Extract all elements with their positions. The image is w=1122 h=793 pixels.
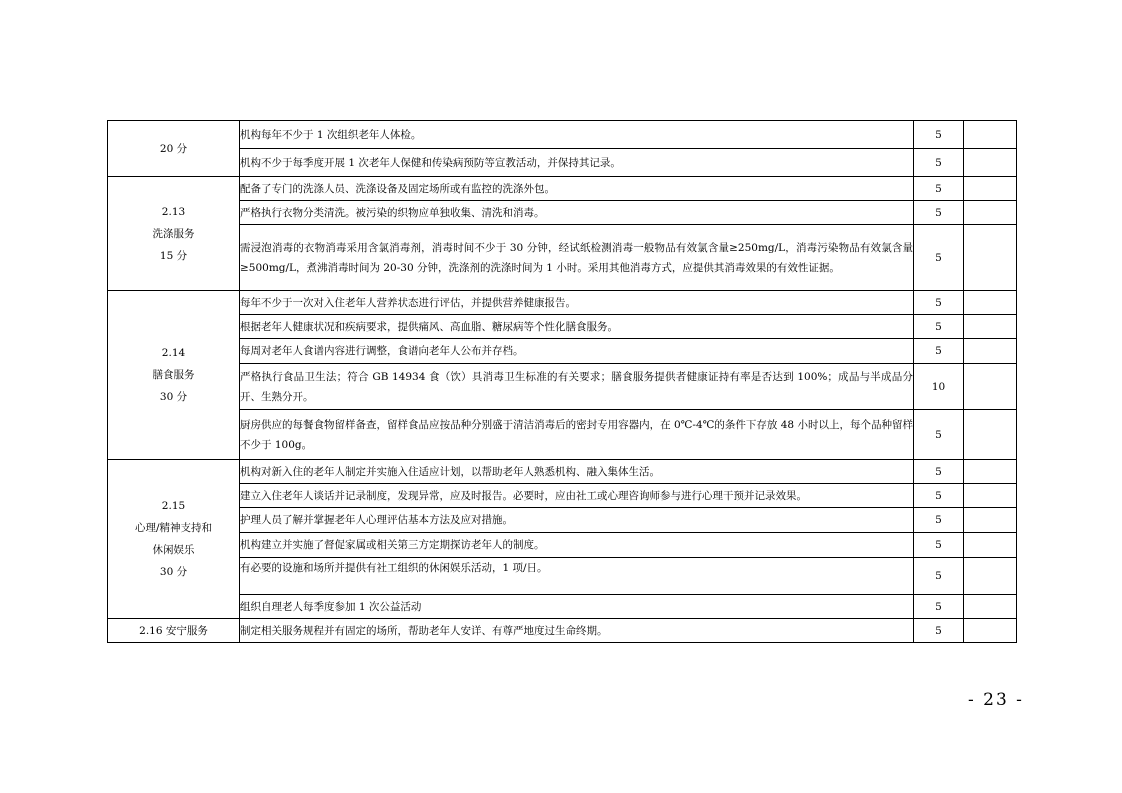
remarks-cell (964, 533, 1017, 558)
category-title-cont: 休闲娱乐 (152, 544, 195, 556)
score-cell: 5 (914, 508, 964, 533)
requirement-cell: 配备了专门的洗涤人员、洗涤设备及固定场所或有监控的洗涤外包。 (240, 177, 914, 201)
category-score: 15 分 (159, 249, 188, 262)
score-cell: 5 (914, 315, 964, 339)
score-cell: 5 (914, 177, 964, 201)
requirement-cell: 机构对新入住的老年人制定并实施入住适应计划，以帮助老年人熟悉机构、融入集体生活。 (240, 460, 914, 484)
table-row (108, 177, 1017, 201)
category-cell (108, 619, 240, 643)
table-row (108, 595, 1017, 619)
category-cell (108, 121, 240, 177)
requirement-cell: 制定相关服务规程并有固定的场所，帮助老年人安详、有尊严地度过生命终期。 (240, 619, 914, 643)
category-title: 洗涤服务 (152, 227, 195, 240)
table-row (108, 460, 1017, 484)
remarks-cell (964, 595, 1017, 619)
table-row (108, 410, 1017, 460)
score-cell: 5 (914, 225, 964, 291)
category-score: 20 分 (159, 142, 188, 155)
score-cell: 5 (914, 558, 964, 595)
requirement-cell: 机构建立并实施了督促家属或相关第三方定期探访老年人的制度。 (240, 533, 914, 558)
remarks-cell (964, 410, 1017, 460)
remarks-cell (964, 149, 1017, 177)
requirement-cell: 机构不少于每季度开展 1 次老年人保健和传染病预防等宣教活动，并保持其记录。 (240, 149, 914, 177)
category-title: 2.16 安宁服务 (139, 624, 208, 637)
score-cell: 5 (914, 410, 964, 460)
requirement-cell: 根据老年人健康状况和疾病要求，提供痛风、高血脂、糖尿病等个性化膳食服务。 (240, 315, 914, 339)
requirement-cell: 每年不少于一次对入住老年人营养状态进行评估，并提供营养健康报告。 (240, 291, 914, 315)
remarks-cell (964, 291, 1017, 315)
table-row (108, 364, 1017, 410)
remarks-cell (964, 339, 1017, 364)
category-number: 2.14 (161, 347, 186, 359)
remarks-cell (964, 121, 1017, 149)
table-row (108, 508, 1017, 533)
remarks-cell (964, 460, 1017, 484)
table-row (108, 201, 1017, 225)
requirement-cell: 护理人员了解并掌握老年人心理评估基本方法及应对措施。 (240, 508, 914, 533)
table-row (108, 619, 1017, 643)
category-score: 30 分 (159, 566, 188, 578)
category-cell (108, 177, 240, 291)
requirement-cell: 机构每年不少于 1 次组织老年人体检。 (240, 121, 914, 149)
page-number: - 23 - (968, 690, 1024, 710)
remarks-cell (964, 201, 1017, 225)
score-cell: 5 (914, 291, 964, 315)
requirement-cell: 有必要的设施和场所并提供有社工组织的休闲娱乐活动，1 项/日。 (240, 558, 914, 595)
score-cell: 10 (914, 364, 964, 410)
requirement-cell: 严格执行食品卫生法；符合 GB 14934 食（饮）具消毒卫生标准的有关要求；膳食服务提供者健康证持有率是否达到 100%；成品与半成品分开、生熟分开。 (240, 364, 914, 410)
requirement-cell: 每周对老年人食谱内容进行调整，食谱向老年人公布并存档。 (240, 339, 914, 364)
remarks-cell (964, 315, 1017, 339)
table-row (108, 291, 1017, 315)
score-cell: 5 (914, 201, 964, 225)
category-cell (108, 291, 240, 460)
score-cell: 5 (914, 460, 964, 484)
remarks-cell (964, 508, 1017, 533)
score-cell: 5 (914, 595, 964, 619)
score-cell: 5 (914, 619, 964, 643)
table-row (108, 315, 1017, 339)
category-number: 2.13 (161, 205, 186, 218)
category-number: 2.15 (161, 500, 186, 512)
score-cell: 5 (914, 339, 964, 364)
remarks-cell (964, 619, 1017, 643)
score-cell: 5 (914, 533, 964, 558)
remarks-cell (964, 558, 1017, 595)
table-row (108, 225, 1017, 291)
remarks-cell (964, 364, 1017, 410)
table-row (108, 533, 1017, 558)
score-cell: 5 (914, 484, 964, 508)
table-row (108, 121, 1017, 149)
table-row (108, 339, 1017, 364)
remarks-cell (964, 177, 1017, 201)
requirement-cell: 严格执行衣物分类清洗。被污染的织物应单独收集、清洗和消毒。 (240, 201, 914, 225)
requirement-cell: 需浸泡消毒的衣物消毒采用含氯消毒剂，消毒时间不少于 30 分钟，经试纸检测消毒一般物品有效氯含量≥250mg/L，消毒污染物品有效氯含量≥500mg/L，煮沸消毒时间为 20-30 分钟，洗涤剂的洗涤时间为 1 小时。采用其他消毒方式，应提供其消毒效果的有效性证据。 (240, 225, 914, 291)
remarks-cell (964, 484, 1017, 508)
category-title: 膳食服务 (152, 369, 195, 381)
category-cell (108, 460, 240, 619)
requirement-cell: 组织自理老人每季度参加 1 次公益活动 (240, 595, 914, 619)
table-row (108, 484, 1017, 508)
category-title: 心理/精神支持和 (134, 522, 213, 534)
remarks-cell (964, 225, 1017, 291)
table-row (108, 149, 1017, 177)
assessment-table (107, 120, 1017, 643)
requirement-cell: 建立入住老年人谈话并记录制度，发现异常，应及时报告。必要时，应由社工或心理咨询师参与进行心理干预并记录效果。 (240, 484, 914, 508)
category-score: 30 分 (159, 391, 188, 403)
requirement-cell: 厨房供应的每餐食物留样备查，留样食品应按品种分别盛于清洁消毒后的密封专用容器内，在 0℃-4℃的条件下存放 48 小时以上，每个品种留样不少于 100g。 (240, 410, 914, 460)
score-cell: 5 (914, 121, 964, 149)
score-cell: 5 (914, 149, 964, 177)
table-row (108, 558, 1017, 595)
